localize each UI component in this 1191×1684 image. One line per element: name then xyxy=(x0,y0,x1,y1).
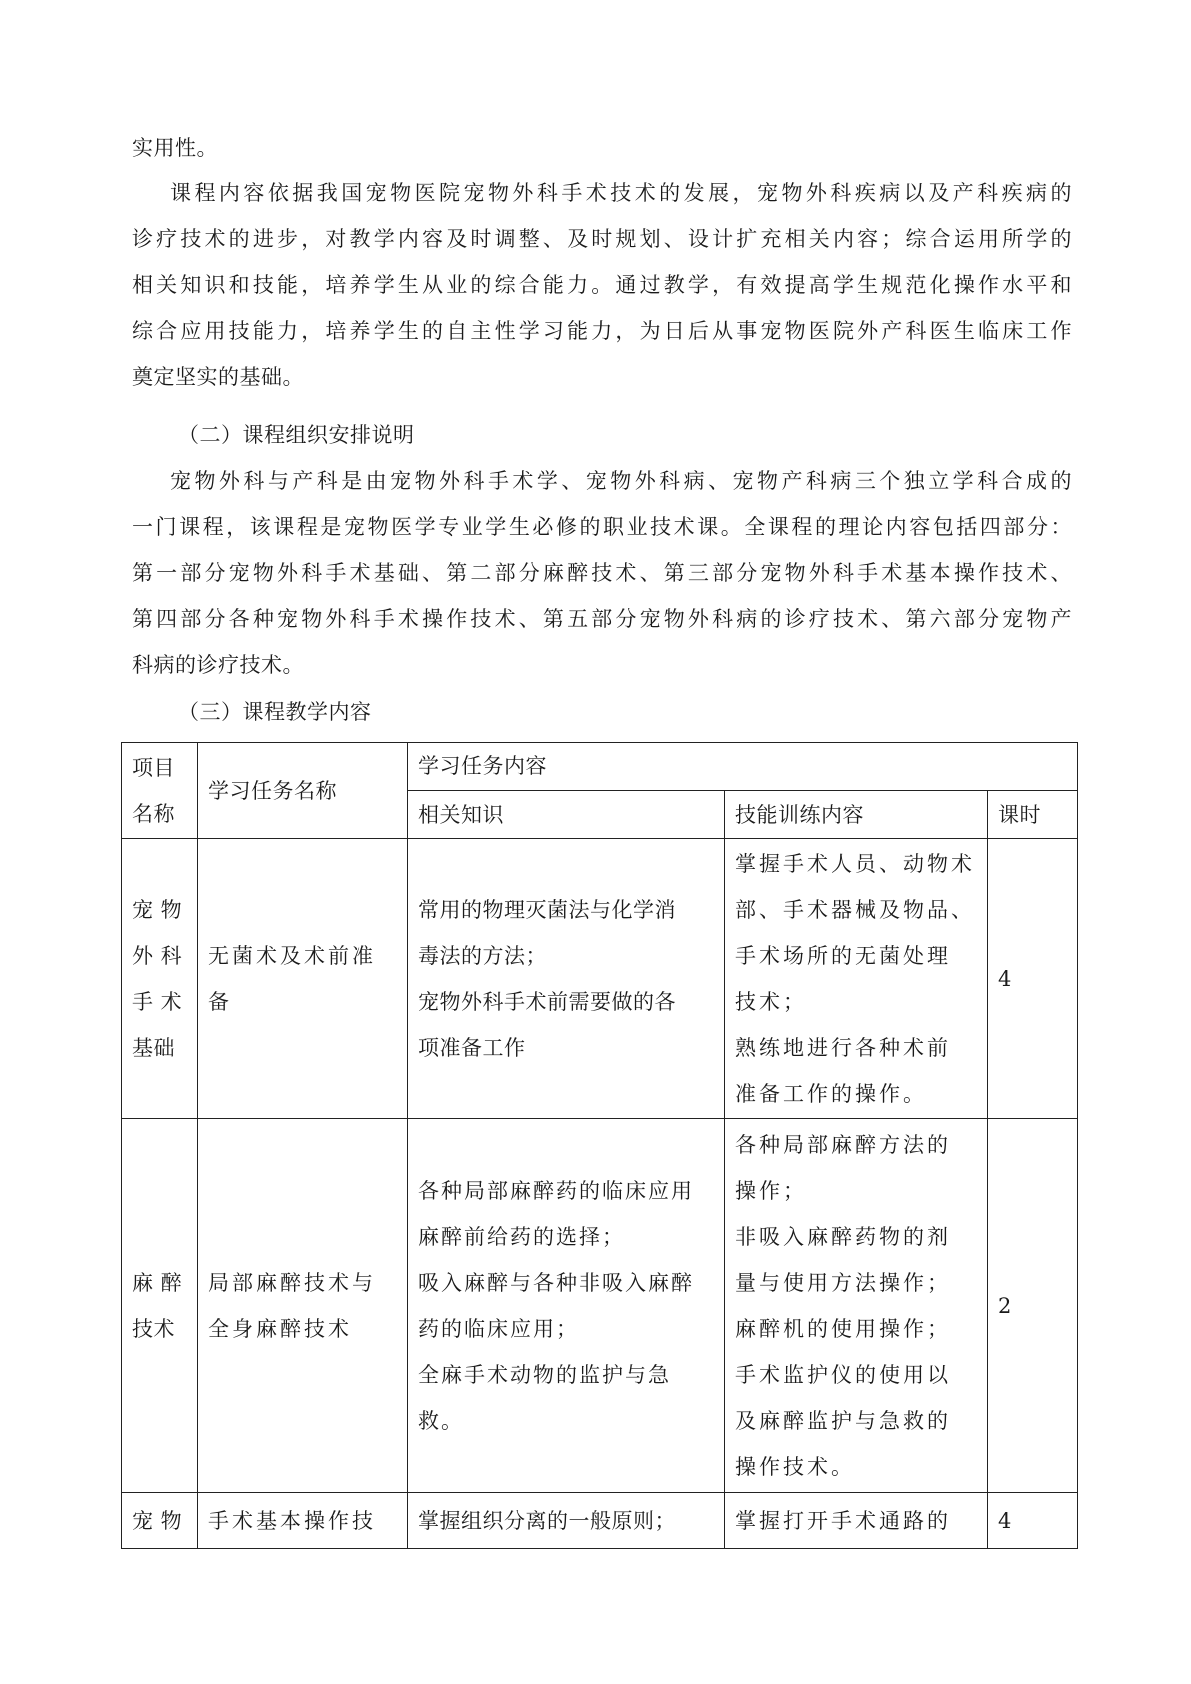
header-project-name: 项目 名称 xyxy=(122,743,198,839)
paragraph-line: 奠定坚实的基础。 xyxy=(132,365,304,389)
cell-project: 宠 物 外 科 手 术 基础 xyxy=(122,839,198,1119)
table-row xyxy=(122,1119,1078,1493)
cell-hours: 2 xyxy=(988,1119,1078,1493)
cell-knowledge: 常用的物理灭菌法与化学消 毒法的方法； 宠物外科手术前需要做的各 项准备工作 xyxy=(408,839,725,1119)
paragraph-line: 第一部分宠物外科手术基础、第二部分麻醉技术、第三部分宠物外科手术基本操作技术、 xyxy=(132,561,1072,585)
header-class-hours: 课时 xyxy=(988,791,1078,839)
paragraph-line: 科病的诊疗技术。 xyxy=(132,653,304,677)
header-task-content: 学习任务内容 xyxy=(408,743,1078,791)
cell-skill: 掌握手术人员、动物术 部、手术器械及物品、 手术场所的无菌处理 技术； 熟练地进行各种术前 准备工作的操作。 xyxy=(725,839,988,1119)
cell-hours: 4 xyxy=(988,1493,1078,1549)
table-header-row xyxy=(122,743,1078,791)
cell-skill: 掌握打开手术通路的 xyxy=(725,1493,988,1549)
cell-project: 宠 物 xyxy=(122,1493,198,1549)
paragraph-line: 综合应用技能力，培养学生的自主性学习能力，为日后从事宠物医院外产科医生临床工作 xyxy=(132,319,1072,343)
cell-knowledge: 各种局部麻醉药的临床应用 麻醉前给药的选择； 吸入麻醉与各种非吸入麻醉 药的临床应用； 全麻手术动物的监护与急 救。 xyxy=(408,1119,725,1493)
table-row xyxy=(122,839,1078,1119)
header-related-knowledge: 相关知识 xyxy=(408,791,725,839)
paragraph-line: 课程内容依据我国宠物医院宠物外科手术技术的发展，宠物外科疾病以及产科疾病的 xyxy=(170,181,1072,205)
course-content-table xyxy=(121,742,1078,1549)
paragraph-line: 宠物外科与产科是由宠物外科手术学、宠物外科病、宠物产科病三个独立学科合成的 xyxy=(170,469,1072,493)
cell-project: 麻 醉 技术 xyxy=(122,1119,198,1493)
cell-skill: 各种局部麻醉方法的 操作； 非吸入麻醉药物的剂 量与使用方法操作； 麻醉机的使用操作； 手术监护仪的使用以 及麻醉监护与急救的 操作技术。 xyxy=(725,1119,988,1493)
paragraph-line: 一门课程，该课程是宠物医学专业学生必修的职业技术课。全课程的理论内容包括四部分： xyxy=(132,515,1072,539)
table-row xyxy=(122,1493,1078,1549)
paragraph-line: 第四部分各种宠物外科手术操作技术、第五部分宠物外科病的诊疗技术、第六部分宠物产 xyxy=(132,607,1072,631)
cell-task: 手术基本操作技 xyxy=(198,1493,408,1549)
cell-knowledge: 掌握组织分离的一般原则； xyxy=(408,1493,725,1549)
cell-task: 局部麻醉技术与 全身麻醉技术 xyxy=(198,1119,408,1493)
cell-task: 无菌术及术前准 备 xyxy=(198,839,408,1119)
section-heading-3: （三）课程教学内容 xyxy=(178,700,372,724)
paragraph-line: 诊疗技术的进步，对教学内容及时调整、及时规划、设计扩充相关内容；综合运用所学的 xyxy=(132,227,1072,251)
paragraph-fragment: 实用性。 xyxy=(132,136,218,160)
paragraph-line: 相关知识和技能，培养学生从业的综合能力。通过教学，有效提高学生规范化操作水平和 xyxy=(132,273,1072,297)
section-heading-2: （二）课程组织安排说明 xyxy=(178,423,415,447)
header-task-name: 学习任务名称 xyxy=(198,743,408,839)
cell-hours: 4 xyxy=(988,839,1078,1119)
header-skill-training: 技能训练内容 xyxy=(725,791,988,839)
